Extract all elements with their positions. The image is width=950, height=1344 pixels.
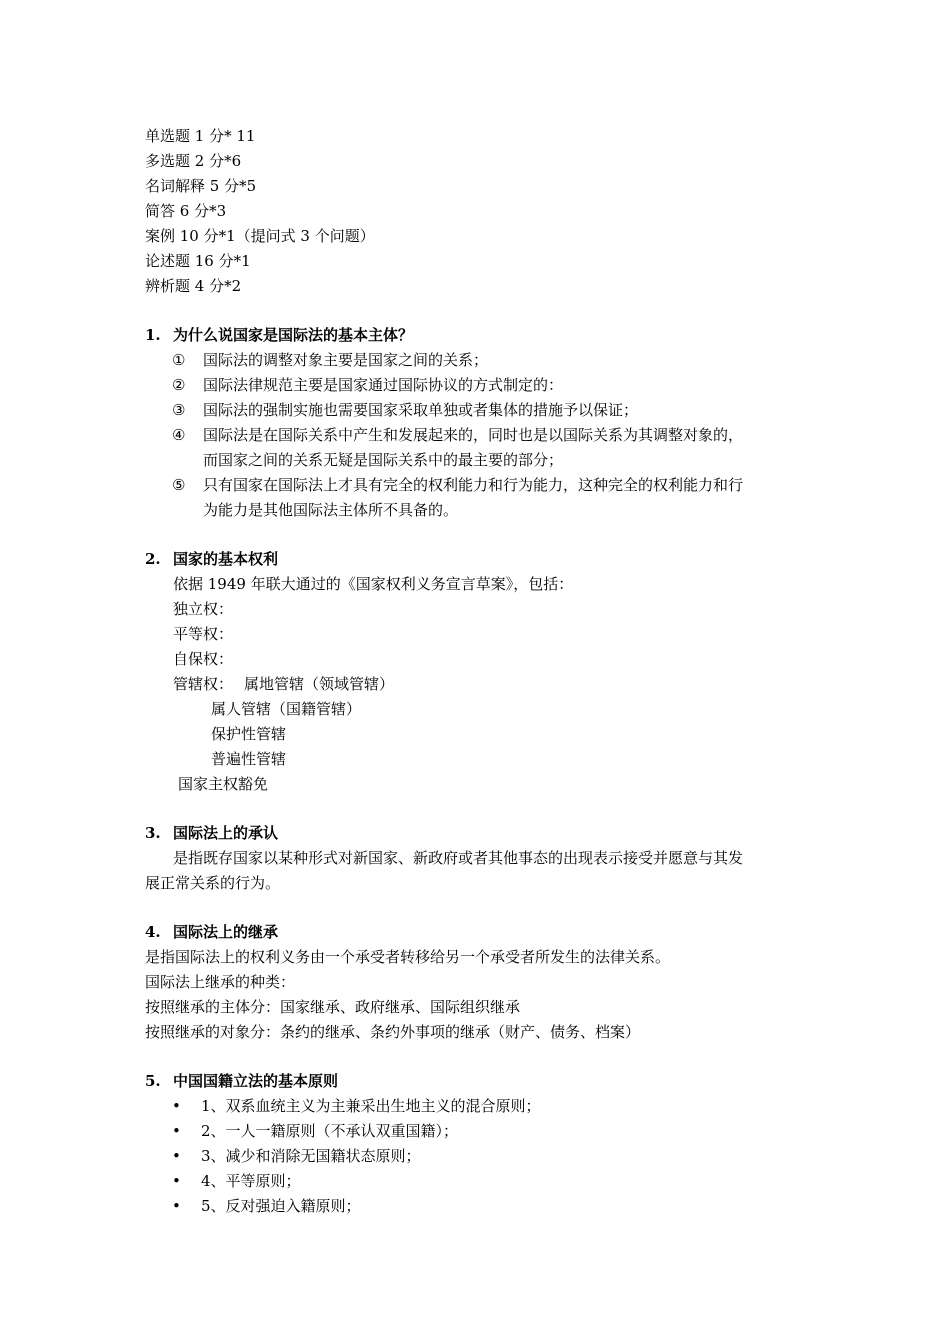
q1-item-line: 而国家之间的关系无疑是国际关系中的最主要的部分； [203,451,564,469]
q4-number: 4. [145,923,161,941]
bullet-icon: • [172,1122,181,1140]
q2-jurisdiction-item: 属人管辖（国籍管辖） [211,700,362,718]
q1-number: 1. [145,326,161,344]
q4-text-line: 按照继承的对象分：条约的继承、条约外事项的继承（财产、债务、档案） [145,1023,641,1041]
q1-marker: ③ [172,401,186,419]
q5-item: 5、反对强迫入籍原则； [201,1197,361,1215]
scoring-line: 辨析题 4 分*2 [145,277,242,295]
q1-item-line: 只有国家在国际法上才具有完全的权利能力和行为能力，这种完全的权利能力和行 [203,476,744,494]
q1-item-line: 国际法是在国际关系中产生和发展起来的，同时也是以国际关系为其调整对象的， [203,426,744,444]
bullet-icon: • [172,1147,181,1165]
q4-text-line: 国际法上继承的种类： [145,973,296,991]
q3-text-line: 展正常关系的行为。 [145,874,281,892]
q5-item: 1、双系血统主义为主兼采出生地主义的混合原则； [201,1097,541,1115]
q1-item-line: 国际法律规范主要是国家通过国际协议的方式制定的： [203,376,564,394]
q1-marker: ① [172,351,186,369]
q1-marker: ② [172,376,186,394]
q1-marker: ④ [172,426,186,444]
q5-title: 中国国籍立法的基本原则 [173,1072,339,1090]
q3-number: 3. [145,824,161,842]
q2-title: 国家的基本权利 [173,550,279,568]
q1-title: 为什么说国家是国际法的基本主体？ [173,326,414,344]
q1-item-line: 为能力是其他国际法主体所不具备的。 [203,501,459,519]
q2-right: 自保权： [173,650,234,668]
q3-title: 国际法上的承认 [173,824,279,842]
q2-jurisdiction-item: 普遍性管辖 [211,750,287,768]
bullet-icon: • [172,1097,181,1115]
q4-title: 国际法上的继承 [173,923,279,941]
q2-immunity: 国家主权豁免 [178,775,269,793]
q2-intro: 依据 1949 年联大通过的《国家权利义务宣言草案》，包括： [173,575,574,593]
bullet-icon: • [172,1172,181,1190]
q1-item-line: 国际法的调整对象主要是国家之间的关系； [203,351,489,369]
q2-right: 平等权： [173,625,234,643]
scoring-line: 简答 6 分*3 [145,202,227,220]
q3-text-line: 是指既存国家以某种形式对新国家、新政府或者其他事态的出现表示接受并愿意与其发 [173,849,744,867]
q5-item: 2、一人一籍原则（不承认双重国籍）； [201,1122,459,1140]
q5-item: 4、平等原则； [201,1172,301,1190]
q5-number: 5. [145,1072,161,1090]
scoring-line: 名词解释 5 分*5 [145,177,257,195]
q4-text-line: 按照继承的主体分：国家继承、政府继承、国际组织继承 [145,998,521,1016]
q2-right: 独立权： [173,600,234,618]
q2-jurisdiction-item: 保护性管辖 [211,725,287,743]
q4-text-line: 是指国际法上的权利义务由一个承受者转移给另一个承受者所发生的法律关系。 [145,948,671,966]
scoring-line: 案例 10 分*1（提问式 3 个问题） [145,227,375,245]
q1-item-line: 国际法的强制实施也需要国家采取单独或者集体的措施予以保证； [203,401,639,419]
q2-number: 2. [145,550,161,568]
q1-marker: ⑤ [172,476,186,494]
q2-jurisdiction-item: 属地管辖（领域管辖） [244,675,395,693]
scoring-line: 多选题 2 分*6 [145,152,242,170]
scoring-line: 论述题 16 分*1 [145,252,251,270]
bullet-icon: • [172,1197,181,1215]
q2-jurisdiction-label: 管辖权： [173,675,234,693]
q5-item: 3、减少和消除无国籍状态原则； [201,1147,421,1165]
scoring-line: 单选题 1 分* 11 [145,127,256,145]
